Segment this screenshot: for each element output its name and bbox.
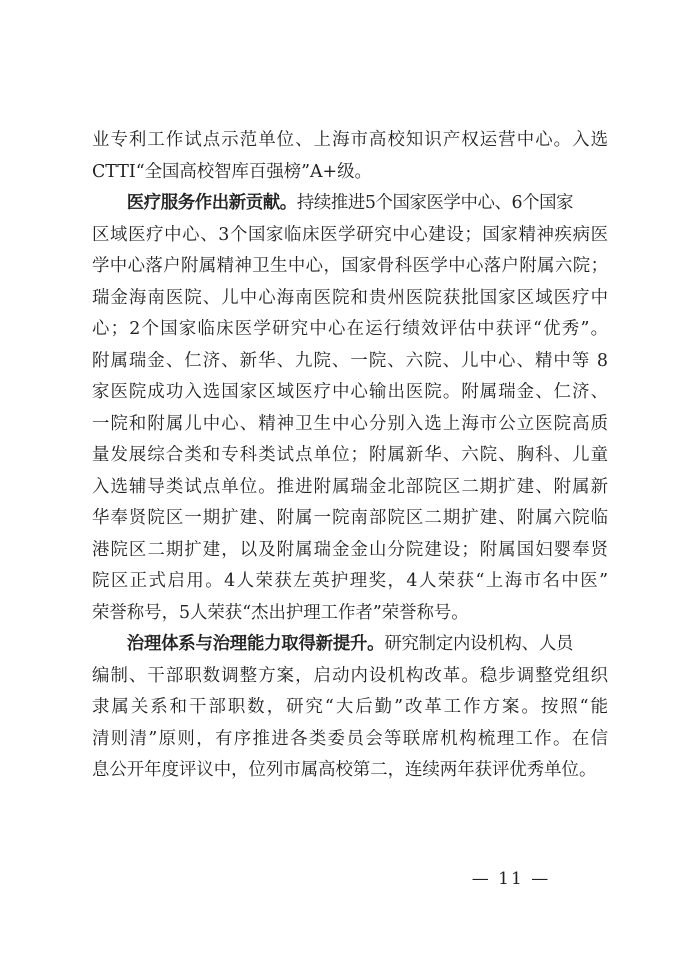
line-text: 息公开年度评议中，位列市属高校第二，连续两年获评优秀单位。 (92, 760, 597, 780)
paragraph-heading: 治理体系与治理能力取得新提升。 (126, 634, 385, 654)
text-line (92, 692, 611, 724)
page-number (0, 869, 692, 889)
line-text: 华奉贤院区一期扩建、附属一院南部院区二期扩建、附属六院临 (92, 508, 610, 528)
text-line (92, 535, 608, 567)
text-line (92, 157, 608, 189)
text-line (92, 220, 608, 252)
line-text: 清则清”原则，有序推进各类委员会等联席机构梳理工作。在信 (92, 728, 610, 749)
text-line (92, 724, 608, 756)
paragraph-heading: 医疗服务作出新贡献。 (126, 193, 297, 213)
text-line (92, 629, 608, 661)
text-line (92, 598, 608, 630)
line-text: 量发展综合类和专科类试点单位；附属新华、六院、胸科、儿童 (92, 445, 610, 465)
line-text: 隶属关系和干部职数，研究“大后勤”改革工作方案。按照“能 (92, 697, 611, 717)
text-line (92, 472, 608, 504)
text-line (92, 188, 608, 220)
line-text: 业专利工作试点示范单位、上海市高校知识产权运营中心。入选 (92, 130, 610, 150)
line-text: 编制、干部职数调整方案，启动内设机构改革。稳步调整党组织 (92, 665, 610, 686)
line-text: CTTI“全国高校智库百强榜”A+级。 (92, 161, 372, 182)
line-text: 持续推进5个国家医学中心、6个国家 (296, 193, 574, 213)
text-line (92, 409, 608, 441)
text-line (92, 283, 608, 315)
text-line (92, 440, 608, 472)
line-text: 家医院成功入选国家区域医疗中心输出医院。附属瑞金、仁济、 (92, 382, 610, 402)
text-line (92, 503, 608, 535)
line-text: 区域医疗中心、3个国家临床医学研究中心建设；国家精神疾病医 (92, 224, 609, 245)
line-text: 荣誉称号，5人荣获“杰出护理工作者”荣誉称号。 (92, 602, 469, 623)
line-text: 附属瑞金、仁济、新华、九院、一院、六院、儿中心、精中等 8 (92, 350, 610, 371)
line-text: 瑞金海南医院、儿中心海南医院和贵州医院获批国家区域医疗中 (92, 287, 610, 308)
text-line (92, 314, 608, 346)
text-line (92, 377, 608, 409)
text-line (92, 346, 608, 378)
line-text: 学中心落户附属精神卫生中心，国家骨科医学中心落户附属六院； (92, 256, 609, 276)
text-line (92, 755, 608, 787)
text-line (92, 566, 608, 598)
page-body (92, 125, 611, 787)
text-line (92, 251, 608, 283)
page-number-text: — 11 — (471, 869, 551, 889)
text-line (92, 125, 608, 157)
line-text: 院区正式启用。4人荣获左英护理奖，4人荣获“上海市名中医” (92, 571, 610, 591)
line-text: 一院和附属儿中心、精神卫生中心分别入选上海市公立医院高质 (92, 413, 610, 434)
line-text: 港院区二期扩建，以及附属瑞金金山分院建设；附属国妇婴奉贤 (92, 539, 610, 560)
line-text: 心；2个国家临床医学研究中心在运行绩效评估中获评“优秀”。 (92, 319, 610, 339)
line-text: 研究制定内设机构、人员 (384, 634, 574, 654)
text-line (92, 661, 608, 693)
line-text: 入选辅导类试点单位。推进附属瑞金北部院区二期扩建、附属新 (92, 476, 610, 497)
